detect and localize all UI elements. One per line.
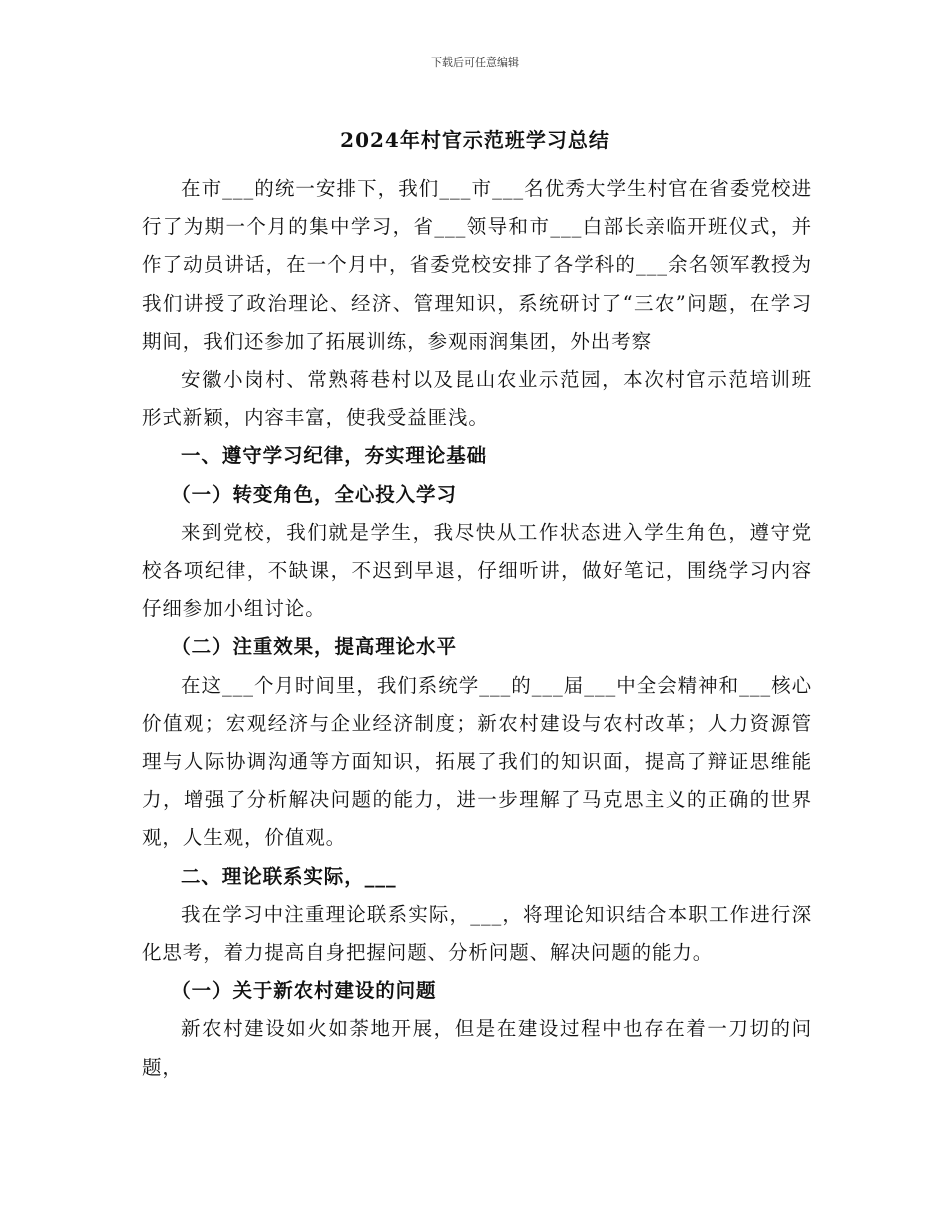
- document-title: 2024年村官示范班学习总结: [340, 128, 610, 152]
- header-note: 下载后可任意编辑: [431, 56, 519, 69]
- subsection-heading-1-1: （一）转变角色，全心投入学习: [171, 482, 457, 506]
- paragraph-3: 来到党校，我们就是学生，我尽快从工作状态进入学生角色，遵守党校各项纪律，不缺课，不迟到早退，仔细听讲，做好笔记，围绕学习内容仔细参加小组讨论。: [142, 520, 812, 621]
- document-body: [142, 170, 812, 1087]
- paragraph-4: 在这___个月时间里，我们系统学___的___届___中全会精神和___核心价值观；宏观经济与企业经济制度；新农村建设与农村改革；人力资源管理与人际协调沟通等方面知识，拓展了我们的知识面，提高了辩证思维能力，增强了分析解决问题的能力，进一步理解了马克思主义的正确的世界观，人生观，价值观。: [142, 673, 812, 850]
- paragraph-2: 安徽小岗村、常熟蒋巷村以及昆山农业示范园，本次村官示范培训班形式新颖，内容丰富，使我受益匪浅。: [142, 368, 812, 430]
- paragraph-6: 新农村建设如火如荼地开展，但是在建设过程中也存在着一刀切的问题，: [142, 1017, 812, 1079]
- section-heading-1: 一、遵守学习纪律，夯实理论基础: [181, 444, 488, 468]
- subsection-heading-2-1: （一）关于新农村建设的问题: [171, 979, 437, 1003]
- paragraph-5: 我在学习中注重理论联系实际，___，将理论知识结合本职工作进行深化思考，着力提高自身把握问题、分析问题、解决问题的能力。: [142, 902, 812, 965]
- paragraph-1: 在市___的统一安排下，我们___市___名优秀大学生村官在省委党校进行了为期一个月的集中学习，省___领导和市___白部长亲临开班仪式，并作了动员讲话，在一个月中，省委党校安排了各学科的___余名领军教授为我们讲授了政治理论、经济、管理知识，系统研讨了“三农”问题，在学习期间，我们还参加了拓展训练，参观雨润集团，外出考察: [142, 177, 812, 353]
- section-heading-2: 二、理论联系实际，___: [181, 864, 397, 888]
- subsection-heading-1-2: （二）注重效果，提高理论水平: [171, 635, 457, 659]
